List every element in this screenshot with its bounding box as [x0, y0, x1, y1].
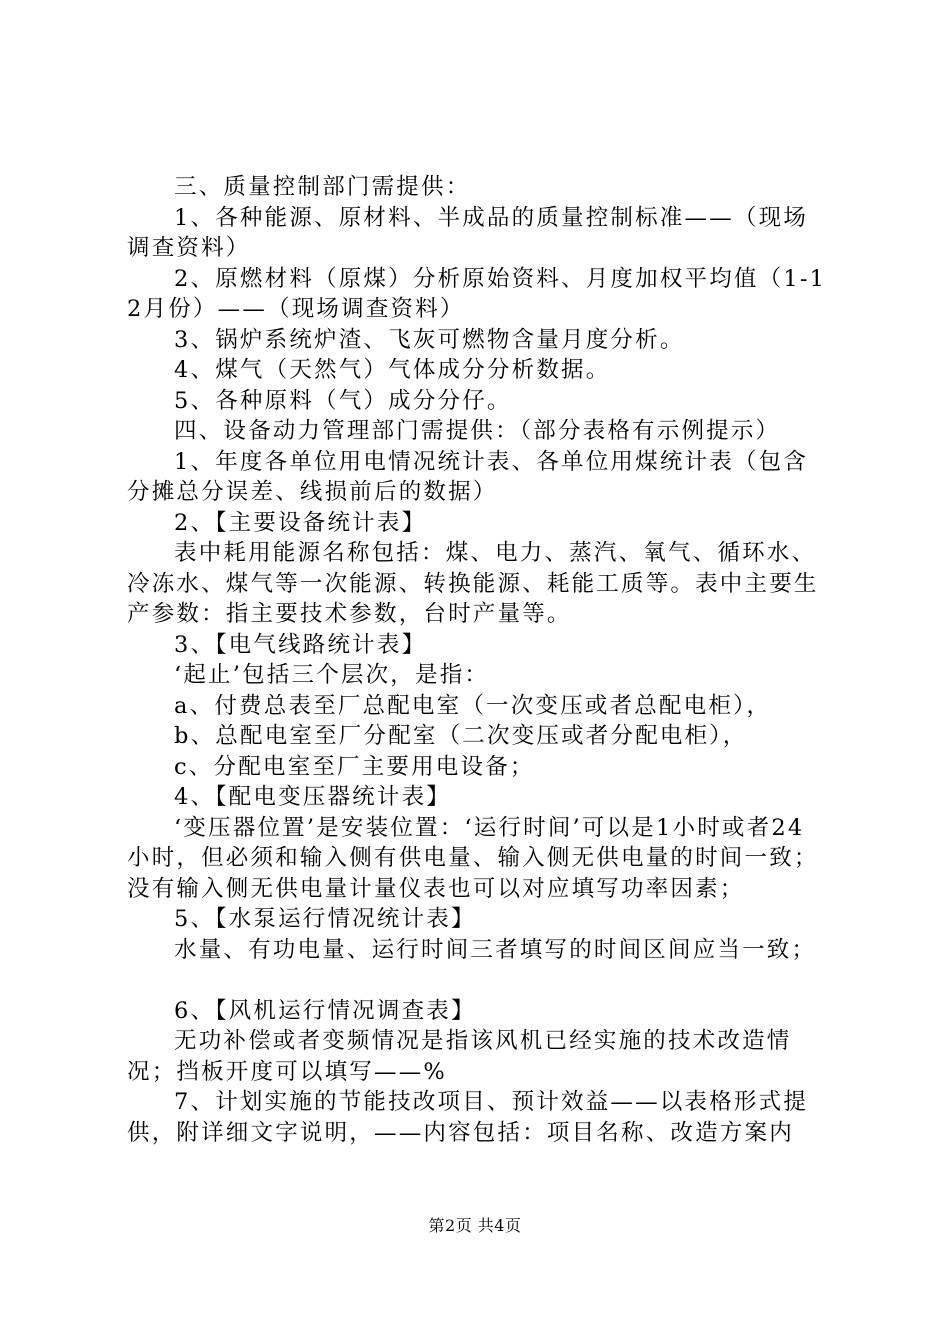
- paragraph-item: b、总配电室至厂分配室（二次变压或者分配电柜），: [174, 723, 748, 749]
- paragraph-item: ‘变压器位置’是安装位置：‘运行时间’可以是1小时或者24小时，但必须和输入侧有供电量、输入侧无供电量的时间一致；没有输入侧无供电量计量仪表也可以对应填写功率因素；: [127, 814, 819, 902]
- paragraph-item: 7、计划实施的节能技改项目、预计效益——以表格形式提供，附详细文字说明，——内容包括：项目名称、改造方案内: [127, 1089, 809, 1146]
- paragraph-item: 水量、有功电量、运行时间三者填写的时间区间应当一致；: [174, 936, 817, 963]
- section-heading-equipment-power: 四、设备动力管理部门需提供：（部分表格有示例提示）: [174, 418, 781, 444]
- paragraph-item: 3、锅炉系统炉渣、飞灰可燃物含量月度分析。: [174, 326, 685, 353]
- paragraph-item: 表中耗用能源名称包括：煤、电力、蒸汽、氧气、循环水、冷冻水、煤气等一次能源、转换能源、耗能工质等。表中主要生产参数：指主要技术参数，台时产量等。: [127, 540, 819, 627]
- paragraph-item: 1、年度各单位用电情况统计表、各单位用煤统计表（包含分摊总分误差、线损前后的数据）: [127, 448, 809, 505]
- blank-line: [127, 965, 827, 996]
- paragraph-item: 1、各种能源、原材料、半成品的质量控制标准——（现场调查资料）: [127, 204, 809, 261]
- section-heading-quality-control: 三、质量控制部门需提供：: [174, 174, 471, 200]
- paragraph-item: 2、【主要设备统计表】: [174, 509, 427, 536]
- paragraph-item: 4、【配电变压器统计表】: [174, 784, 451, 810]
- page-number-footer: 第2页 共4页: [428, 1216, 522, 1235]
- paragraph-item: 5、各种原料（气）成分分仔。: [174, 387, 512, 414]
- paragraph-item: 5、【水泵运行情况统计表】: [174, 906, 476, 932]
- paragraph-item: 4、煤气（天然气）气体成分分析数据。: [174, 357, 611, 383]
- paragraph-item: 无功补偿或者变频情况是指该风机已经实施的技术改造情况；挡板开度可以填写——%: [127, 1028, 792, 1085]
- document-body: [127, 172, 827, 1148]
- paragraph-item: c、分配电室至厂主要用电设备；: [174, 753, 535, 780]
- paragraph-item: a、付费总表至厂总配电室（一次变压或者总配电柜），: [174, 692, 772, 719]
- paragraph-item: 2、原燃材料（原煤）分析原始资料、月度加权平均值（1-12月份）——（现场调查资料）: [127, 265, 827, 322]
- paragraph-item: ‘起止’包括三个层次，是指：: [174, 662, 490, 688]
- paragraph-item: 3、【电气线路统计表】: [174, 631, 427, 658]
- paragraph-item: 6、【风机运行情况调查表】: [174, 997, 476, 1024]
